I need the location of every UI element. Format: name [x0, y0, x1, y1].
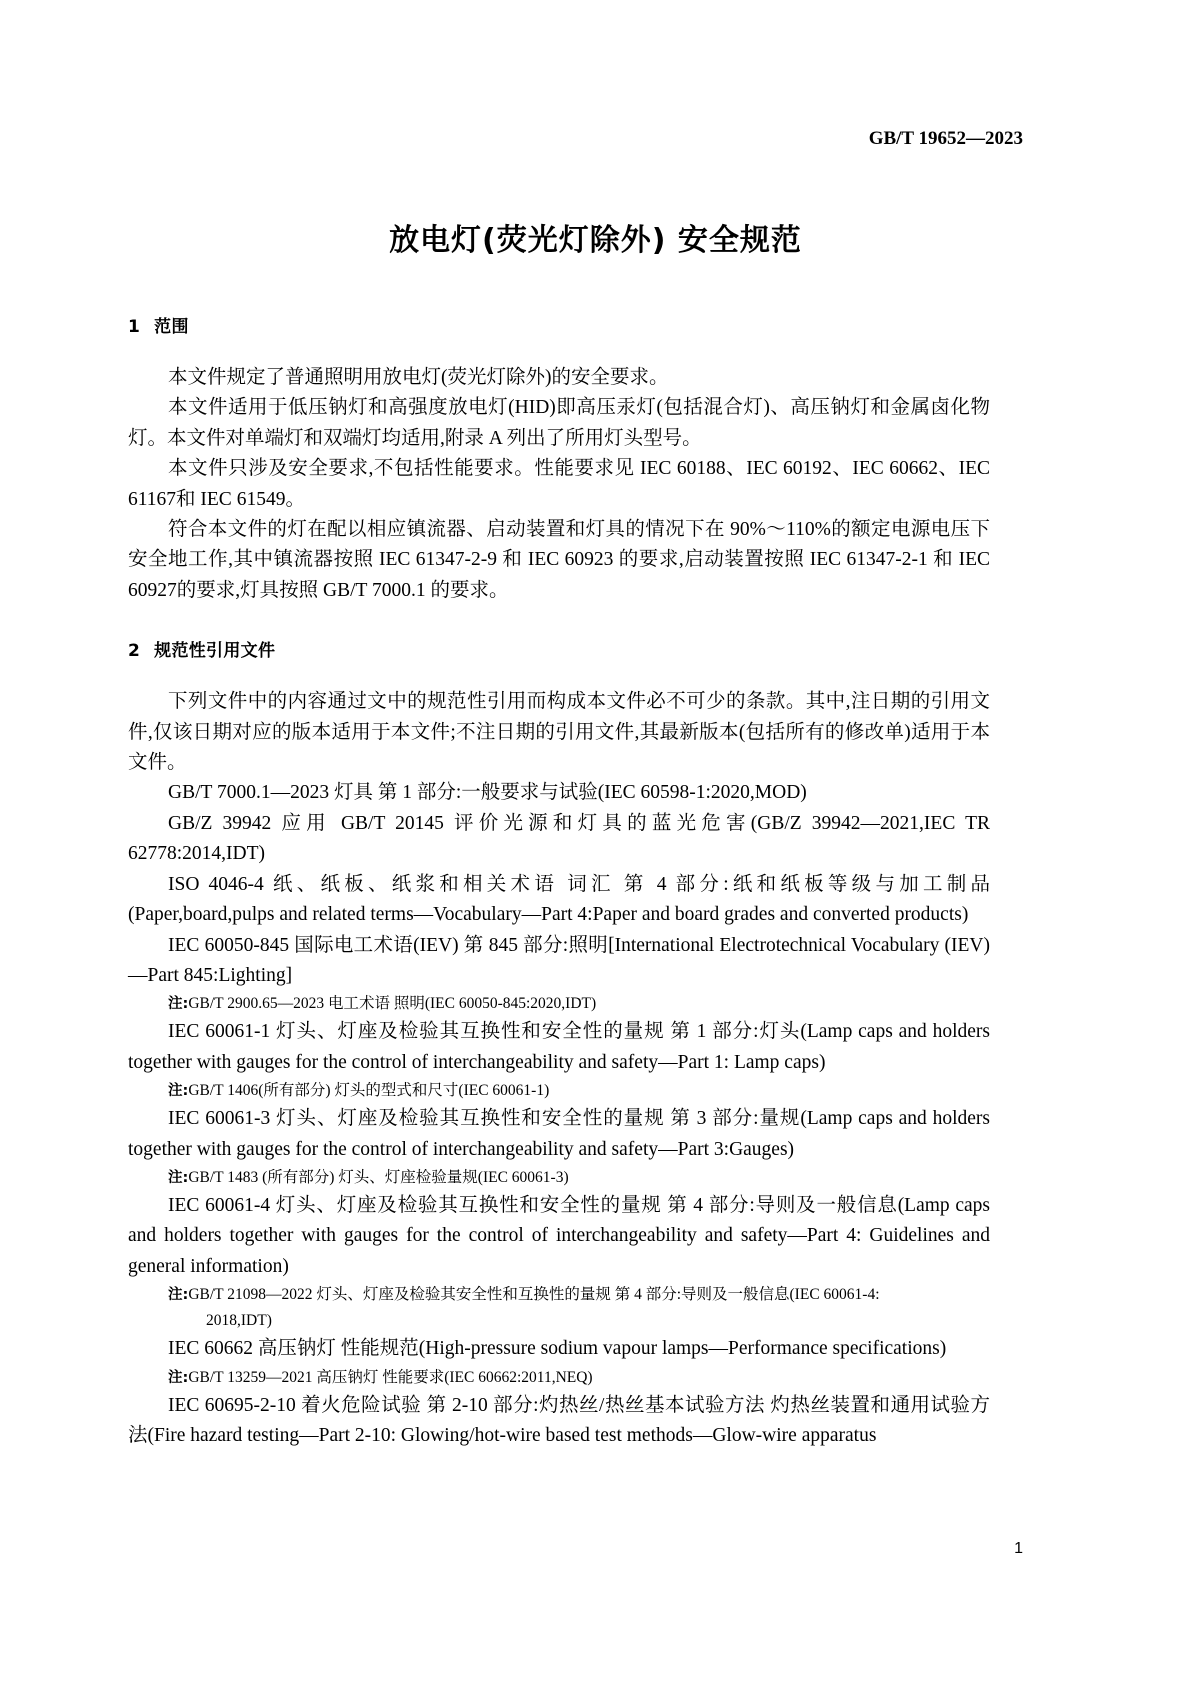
reference-note — [128, 1365, 990, 1391]
reference-entry: IEC 60061-4 灯头、灯座及检验其互换性和安全性的量规 第 4 部分:导则及一般信息(Lamp caps and holders together with gauges for the control of interchangeability and safety—Part 4: Guidelines and general information) — [128, 1194, 990, 1277]
paragraph: 符合本文件的灯在配以相应镇流器、启动装置和灯具的情况下在 90%～110%的额定电源电压下安全地工作,其中镇流器按照 IEC 61347-2-9 和 IEC 60923 的要求,启动装置按照 IEC 61347-2-1 和 IEC 60927的要求,灯具按照 GB/T 7000.1 的要求。 — [128, 519, 990, 601]
running-header — [0, 128, 1191, 150]
note-label: 注: — [168, 1083, 189, 1100]
reference-entry: GB/Z 39942 应用 GB/T 20145 评价光源和灯具的蓝光危害(GB/Z 39942—2021,IEC TR 62778:2014,IDT) — [128, 812, 990, 865]
clause-title-2: 规范性引用文件 — [154, 641, 276, 662]
clause-number-1: 1 — [128, 317, 141, 337]
document-body — [128, 312, 990, 1451]
note-label: 注: — [168, 1287, 189, 1304]
reference-note-continuation: 2018,IDT) — [206, 1312, 272, 1330]
reference-note — [128, 991, 990, 1017]
paragraph: 本文件适用于低压钠灯和高强度放电灯(HID)即高压汞灯(包括混合灯)、高压钠灯和金属卤化物灯。本文件对单端灯和双端灯均适用,附录 A 列出了所用灯头型号。 — [128, 397, 990, 449]
reference-note — [128, 1282, 990, 1308]
note-text: GB/T 13259—2021 高压钠灯 性能要求(IEC 60662:2011,NEQ) — [188, 1368, 593, 1386]
clause-number-2: 2 — [128, 641, 141, 662]
paragraph: 本文件规定了普通照明用放电灯(荧光灯除外)的安全要求。 — [168, 367, 669, 388]
reference-entry: IEC 60662 高压钠灯 性能规范(High-pressure sodium vapour lamps—Performance specifications) — [168, 1338, 947, 1360]
page-number: 1 — [1014, 1540, 1023, 1557]
reference-entry: IEC 60050-845 国际电工术语(IEV) 第 845 部分:照明[International Electrotechnical Vocabulary (IEV)—Part 845:Lighting] — [128, 934, 990, 986]
note-text: GB/T 2900.65—2023 电工术语 照明(IEC 60050-845:2020,IDT) — [188, 995, 597, 1013]
note-text: GB/T 21098—2022 灯头、灯座及检验其安全性和互换性的量规 第 4 部分:导则及一般信息(IEC 60061-4: — [188, 1286, 880, 1304]
reference-entry: ISO 4046-4 纸、纸板、纸浆和相关术语 词汇 第 4 部分:纸和纸板等级与加工制品(Paper,board,pulps and related terms—Vocabulary—Part 4:Paper and board grades and converted products) — [128, 873, 990, 926]
note-label: 注: — [168, 1169, 189, 1186]
reference-entry: IEC 60695-2-10 着火危险试验 第 2-10 部分:灼热丝/热丝基本试验方法 灼热丝装置和通用试验方法(Fire hazard testing—Part 2-10: Glowing/hot-wire based test methods—Glow-wire apparatus — [128, 1394, 990, 1446]
standard-number: GB/T 19652—2023 — [868, 128, 1023, 149]
clause-title-1: 范围 — [154, 317, 189, 337]
note-text: GB/T 1406(所有部分) 灯头的型式和尺寸(IEC 60061-1) — [188, 1082, 550, 1100]
reference-entry: IEC 60061-1 灯头、灯座及检验其互换性和安全性的量规 第 1 部分:灯头(Lamp caps and holders together with gauges for the control of interchangeability and safety—Part 1: Lamp caps) — [128, 1021, 990, 1073]
reference-entry: IEC 60061-3 灯头、灯座及检验其互换性和安全性的量规 第 3 部分:量规(Lamp caps and holders together with gauges for the control of interchangeability and safety—Part 3:Gauges) — [128, 1108, 990, 1160]
reference-note — [128, 1165, 990, 1191]
reference-note — [128, 1078, 990, 1104]
clause-heading-1 — [128, 312, 990, 337]
note-label: 注: — [168, 1369, 189, 1386]
clause-heading-2 — [128, 636, 990, 661]
page-title: 放电灯(荧光灯除外) 安全规范 — [389, 223, 802, 258]
paragraph: 下列文件中的内容通过文中的规范性引用而构成本文件必不可少的条款。其中,注日期的引用文件,仅该日期对应的版本适用于本文件;不注日期的引用文件,其最新版本(包括所有的修改单)适用于本文件。 — [128, 691, 990, 774]
paragraph: 本文件只涉及安全要求,不包括性能要求。性能要求见 IEC 60188、IEC 60192、IEC 60662、IEC 61167和 IEC 61549。 — [128, 458, 990, 510]
note-label: 注: — [168, 996, 189, 1013]
note-text: GB/T 1483 (所有部分) 灯头、灯座检验量规(IEC 60061-3) — [188, 1168, 569, 1186]
reference-entry: GB/T 7000.1—2023 灯具 第 1 部分:一般要求与试验(IEC 60598-1:2020,MOD) — [168, 782, 807, 804]
